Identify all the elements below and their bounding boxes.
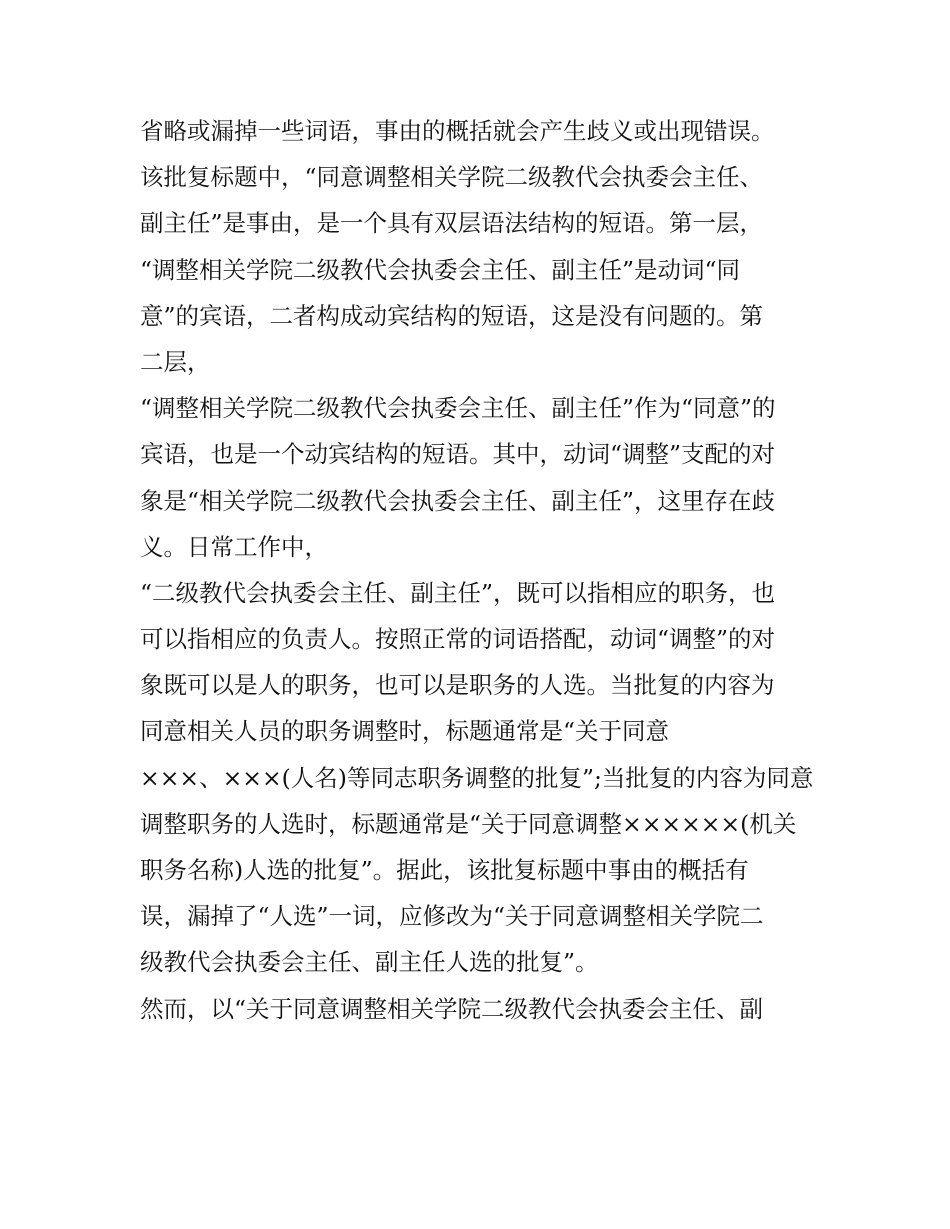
text-line: “调整相关学院二级教代会执委会主任、副主任”是动词“同 [140, 255, 741, 284]
text-line: 该批复标题中，“同意调整相关学院二级教代会执委会主任、 [140, 163, 764, 192]
text-line: 可以指相应的负责人。按照正常的词语搭配，动词“调整”的对 [140, 625, 776, 654]
text-line: 然而，以“关于同意调整相关学院二级教代会执委会主任、副 [140, 994, 764, 1023]
text-line: ×××、×××(人名)等同志职务调整的批复”;当批复的内容为同意 [140, 763, 814, 792]
text-line: 省略或漏掉一些词语，事由的概括就会产生歧义或出现错误。 [140, 117, 775, 145]
body-text [140, 108, 820, 1032]
text-line: 副主任”是事由，是一个具有双层语法结构的短语。第一层， [140, 209, 764, 238]
text-line: 义。日常工作中， [140, 532, 328, 561]
text-line: 宾语，也是一个动宾结构的短语。其中，动词“调整”支配的对 [140, 440, 776, 469]
text-line: 象既可以是人的职务，也可以是职务的人选。当批复的内容为 [140, 671, 775, 700]
text-line: 同意相关人员的职务调整时，标题通常是“关于同意 [140, 717, 670, 746]
text-line: 调整职务的人选时，标题通常是“关于同意调整××××××(机关 [140, 809, 797, 838]
text-line: 象是“相关学院二级教代会执委会主任、副主任”，这里存在歧 [140, 486, 776, 515]
text-line: 级教代会执委会主任、副主任人选的批复”。 [140, 948, 599, 977]
text-line: “调整相关学院二级教代会执委会主任、副主任”作为“同意”的 [140, 394, 776, 423]
text-line: “二级教代会执委会主任、副主任”，既可以指相应的职务，也 [140, 578, 776, 607]
text-line: 意”的宾语，二者构成动宾结构的短语，这是没有问题的。第 [140, 301, 764, 330]
text-line: 职务名称)人选的批复”。据此，该批复标题中事由的概括有 [140, 856, 749, 884]
text-line: 二层， [140, 347, 211, 376]
text-line: 误，漏掉了“人选”一词，应修改为“关于同意调整相关学院二 [140, 902, 764, 931]
